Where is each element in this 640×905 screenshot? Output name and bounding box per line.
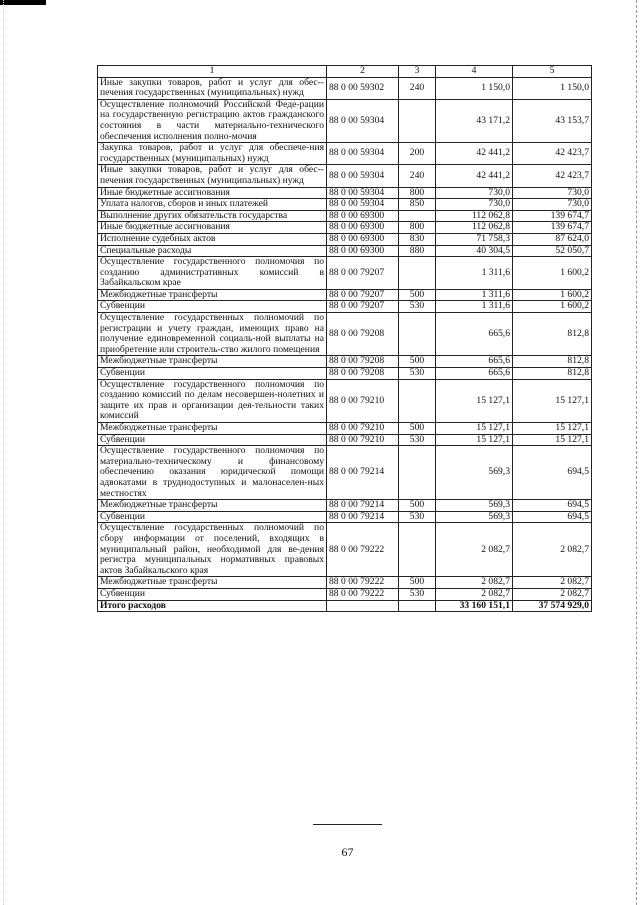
target-code: 88 0 00 59304 (327, 187, 399, 199)
expense-type-code: 800 (399, 187, 436, 199)
amount-year-2: 15 127,1 (513, 423, 592, 435)
amount-year-2: 2 082,7 (513, 577, 592, 589)
column-number-2: 2 (327, 66, 399, 78)
item-name: Субвенции (98, 301, 327, 313)
target-code: 88 0 00 79210 (327, 379, 399, 422)
amount-year-2: 87 624,0 (513, 233, 592, 245)
item-name: Иные бюджетные ассигнования (98, 222, 327, 234)
table-row (98, 187, 592, 199)
expense-type-code: 500 (399, 289, 436, 301)
item-name: Осуществление государственных полномочий по сбору информации от поселений, входящих в муниципальный район, необходимой для ве-дения регистра муниципальных нормативных правовых актов Забайкальского края (98, 523, 327, 577)
table-row (98, 99, 592, 142)
expense-type-code (399, 313, 436, 356)
budget-expenses-table (97, 65, 592, 612)
amount-year-2: 139 674,7 (513, 210, 592, 222)
table-row (98, 356, 592, 368)
column-number-row (98, 66, 592, 78)
item-name: Осуществление полномочий Российской Феде-рации на государственную регистрацию актов гражданского состояния в части материально-технического обеспечения исполнения полно-мочия (98, 99, 327, 142)
amount-year-2: 812,8 (513, 356, 592, 368)
amount-year-1: 42 441,2 (436, 143, 513, 165)
amount-year-2: 812,8 (513, 313, 592, 356)
amount-year-2: 1 600,2 (513, 301, 592, 313)
amount-year-1: 569,3 (436, 511, 513, 523)
amount-year-1: 665,6 (436, 368, 513, 380)
amount-year-2: 42 423,7 (513, 165, 592, 187)
item-name: Межбюджетные трансферты (98, 500, 327, 512)
table-row (98, 289, 592, 301)
expense-type-code: 530 (399, 368, 436, 380)
target-code: 88 0 00 79222 (327, 523, 399, 577)
item-name: Осуществление государственного полномочия по созданию комиссий по делам несовершен-нолетних и защите их прав и организации дея-тельности таких комиссий (98, 379, 327, 422)
expense-type-code (399, 446, 436, 500)
column-number-1: 1 (98, 66, 327, 78)
item-name: Межбюджетные трансферты (98, 577, 327, 589)
expense-type-code: 240 (399, 77, 436, 99)
footer-divider (313, 824, 382, 825)
target-code: 88 0 00 79214 (327, 446, 399, 500)
table-row (98, 523, 592, 577)
amount-year-2: 694,5 (513, 511, 592, 523)
amount-year-2: 15 127,1 (513, 379, 592, 422)
total-row (98, 600, 592, 612)
amount-year-1: 15 127,1 (436, 379, 513, 422)
target-code: 88 0 00 79222 (327, 577, 399, 589)
amount-year-2: 2 082,7 (513, 523, 592, 577)
scan-corner-mark (0, 0, 46, 5)
item-name: Субвенции (98, 511, 327, 523)
amount-year-2: 139 674,7 (513, 222, 592, 234)
amount-year-1: 2 082,7 (436, 588, 513, 600)
amount-year-2: 1 600,2 (513, 289, 592, 301)
amount-year-2: 730,0 (513, 187, 592, 199)
amount-year-1: 1 311,6 (436, 289, 513, 301)
table-row (98, 222, 592, 234)
item-name: Межбюджетные трансферты (98, 356, 327, 368)
amount-year-1: 43 171,2 (436, 99, 513, 142)
expense-type-code: 530 (399, 511, 436, 523)
expense-type-code (399, 379, 436, 422)
amount-year-2: 42 423,7 (513, 143, 592, 165)
target-code: 88 0 00 79208 (327, 313, 399, 356)
expense-type-code (399, 210, 436, 222)
amount-year-1: 112 062,8 (436, 210, 513, 222)
target-code: 88 0 00 79210 (327, 434, 399, 446)
expense-type-code: 850 (399, 199, 436, 211)
item-name: Иные бюджетные ассигнования (98, 187, 327, 199)
amount-year-2: 730,0 (513, 199, 592, 211)
item-name: Закупка товаров, работ и услуг для обеспече-ния государственных (муниципальных) нужд (98, 143, 327, 165)
item-name: Уплата налогов, сборов и иных платежей (98, 199, 327, 211)
amount-year-1: 42 441,2 (436, 165, 513, 187)
target-code: 88 0 00 59304 (327, 165, 399, 187)
expense-type-code: 500 (399, 356, 436, 368)
target-code: 88 0 00 79207 (327, 301, 399, 313)
table-row (98, 511, 592, 523)
amount-year-1: 569,3 (436, 446, 513, 500)
item-name: Выполнение других обязательств государства (98, 210, 327, 222)
amount-year-1: 569,3 (436, 500, 513, 512)
table-row (98, 301, 592, 313)
table-row (98, 233, 592, 245)
item-name: Осуществление государственных полномочий по регистрации и учету граждан, имеющих право на получение единовременной социаль-ной выплаты на приобретение или строитель-ство жилого помещения (98, 313, 327, 356)
total-code-empty (327, 600, 399, 612)
amount-year-1: 15 127,1 (436, 423, 513, 435)
expense-type-code: 500 (399, 423, 436, 435)
expense-type-code (399, 99, 436, 142)
column-number-3: 3 (399, 66, 436, 78)
item-name: Межбюджетные трансферты (98, 289, 327, 301)
item-name: Субвенции (98, 434, 327, 446)
target-code: 88 0 00 69300 (327, 245, 399, 257)
target-code: 88 0 00 59304 (327, 99, 399, 142)
item-name: Исполнение судебных актов (98, 233, 327, 245)
table-row (98, 379, 592, 422)
expense-type-code: 530 (399, 434, 436, 446)
target-code: 88 0 00 69300 (327, 210, 399, 222)
item-name: Субвенции (98, 368, 327, 380)
amount-year-2: 694,5 (513, 500, 592, 512)
expense-type-code: 530 (399, 301, 436, 313)
total-vr-empty (399, 600, 436, 612)
amount-year-1: 15 127,1 (436, 434, 513, 446)
amount-year-2: 1 600,2 (513, 257, 592, 290)
amount-year-1: 40 304,5 (436, 245, 513, 257)
amount-year-2: 1 150,0 (513, 77, 592, 99)
expense-type-code: 500 (399, 500, 436, 512)
total-amount-year-2: 37 574 929,0 (513, 600, 592, 612)
amount-year-2: 52 050,7 (513, 245, 592, 257)
table-row (98, 588, 592, 600)
expense-type-code: 500 (399, 577, 436, 589)
total-amount-year-1: 33 160 151,1 (436, 600, 513, 612)
amount-year-1: 1 150,0 (436, 77, 513, 99)
expense-type-code: 530 (399, 588, 436, 600)
target-code: 88 0 00 79214 (327, 511, 399, 523)
target-code: 88 0 00 69300 (327, 222, 399, 234)
target-code: 88 0 00 79208 (327, 356, 399, 368)
target-code: 88 0 00 59304 (327, 143, 399, 165)
amount-year-1: 665,6 (436, 356, 513, 368)
table-row (98, 368, 592, 380)
table-body (98, 66, 592, 612)
target-code: 88 0 00 69300 (327, 233, 399, 245)
table-row (98, 210, 592, 222)
target-code: 88 0 00 79222 (327, 588, 399, 600)
table-row (98, 423, 592, 435)
amount-year-1: 112 062,8 (436, 222, 513, 234)
amount-year-1: 2 082,7 (436, 523, 513, 577)
table-row (98, 500, 592, 512)
scan-left-edge (3, 0, 5, 905)
target-code: 88 0 00 79210 (327, 423, 399, 435)
expense-type-code: 200 (399, 143, 436, 165)
expense-type-code (399, 257, 436, 290)
amount-year-1: 1 311,6 (436, 257, 513, 290)
amount-year-2: 2 082,7 (513, 588, 592, 600)
table-row (98, 245, 592, 257)
expense-type-code: 830 (399, 233, 436, 245)
target-code: 88 0 00 79207 (327, 289, 399, 301)
table-row (98, 577, 592, 589)
item-name: Осуществление государственного полномочия по материально-техническому и финансовому обеспечению оказания юридической помощи адвокатами в труднодоступных и малонаселен-ных местностях (98, 446, 327, 500)
page-number: 67 (341, 845, 354, 859)
amount-year-2: 43 153,7 (513, 99, 592, 142)
expense-type-code: 880 (399, 245, 436, 257)
expense-type-code: 800 (399, 222, 436, 234)
amount-year-2: 15 127,1 (513, 434, 592, 446)
table-row (98, 434, 592, 446)
table-row (98, 446, 592, 500)
target-code: 88 0 00 79207 (327, 257, 399, 290)
target-code: 88 0 00 79208 (327, 368, 399, 380)
table-row (98, 257, 592, 290)
amount-year-1: 665,6 (436, 313, 513, 356)
item-name: Иные закупки товаров, работ и услуг для обес-печения государственных (муниципальных) нужд (98, 77, 327, 99)
item-name: Осуществление государственного полномочия по созданию административных комиссий в Забайкальском крае (98, 257, 327, 290)
column-number-5: 5 (513, 66, 592, 78)
amount-year-1: 71 758,3 (436, 233, 513, 245)
target-code: 88 0 00 59302 (327, 77, 399, 99)
expense-type-code: 240 (399, 165, 436, 187)
scan-right-edge (636, 0, 638, 905)
column-number-4: 4 (436, 66, 513, 78)
table-row (98, 313, 592, 356)
target-code: 88 0 00 79214 (327, 500, 399, 512)
table-row (98, 77, 592, 99)
table-row (98, 143, 592, 165)
table-row (98, 199, 592, 211)
amount-year-2: 694,5 (513, 446, 592, 500)
amount-year-1: 1 311,6 (436, 301, 513, 313)
amount-year-1: 2 082,7 (436, 577, 513, 589)
amount-year-1: 730,0 (436, 199, 513, 211)
item-name: Межбюджетные трансферты (98, 423, 327, 435)
target-code: 88 0 00 59304 (327, 199, 399, 211)
item-name: Специальные расходы (98, 245, 327, 257)
item-name: Иные закупки товаров, работ и услуг для обес-печения государственных (муниципальных) нужд (98, 165, 327, 187)
amount-year-1: 730,0 (436, 187, 513, 199)
item-name: Субвенции (98, 588, 327, 600)
amount-year-2: 812,8 (513, 368, 592, 380)
total-label: Итого расходов (98, 600, 327, 612)
expense-type-code (399, 523, 436, 577)
table-row (98, 165, 592, 187)
